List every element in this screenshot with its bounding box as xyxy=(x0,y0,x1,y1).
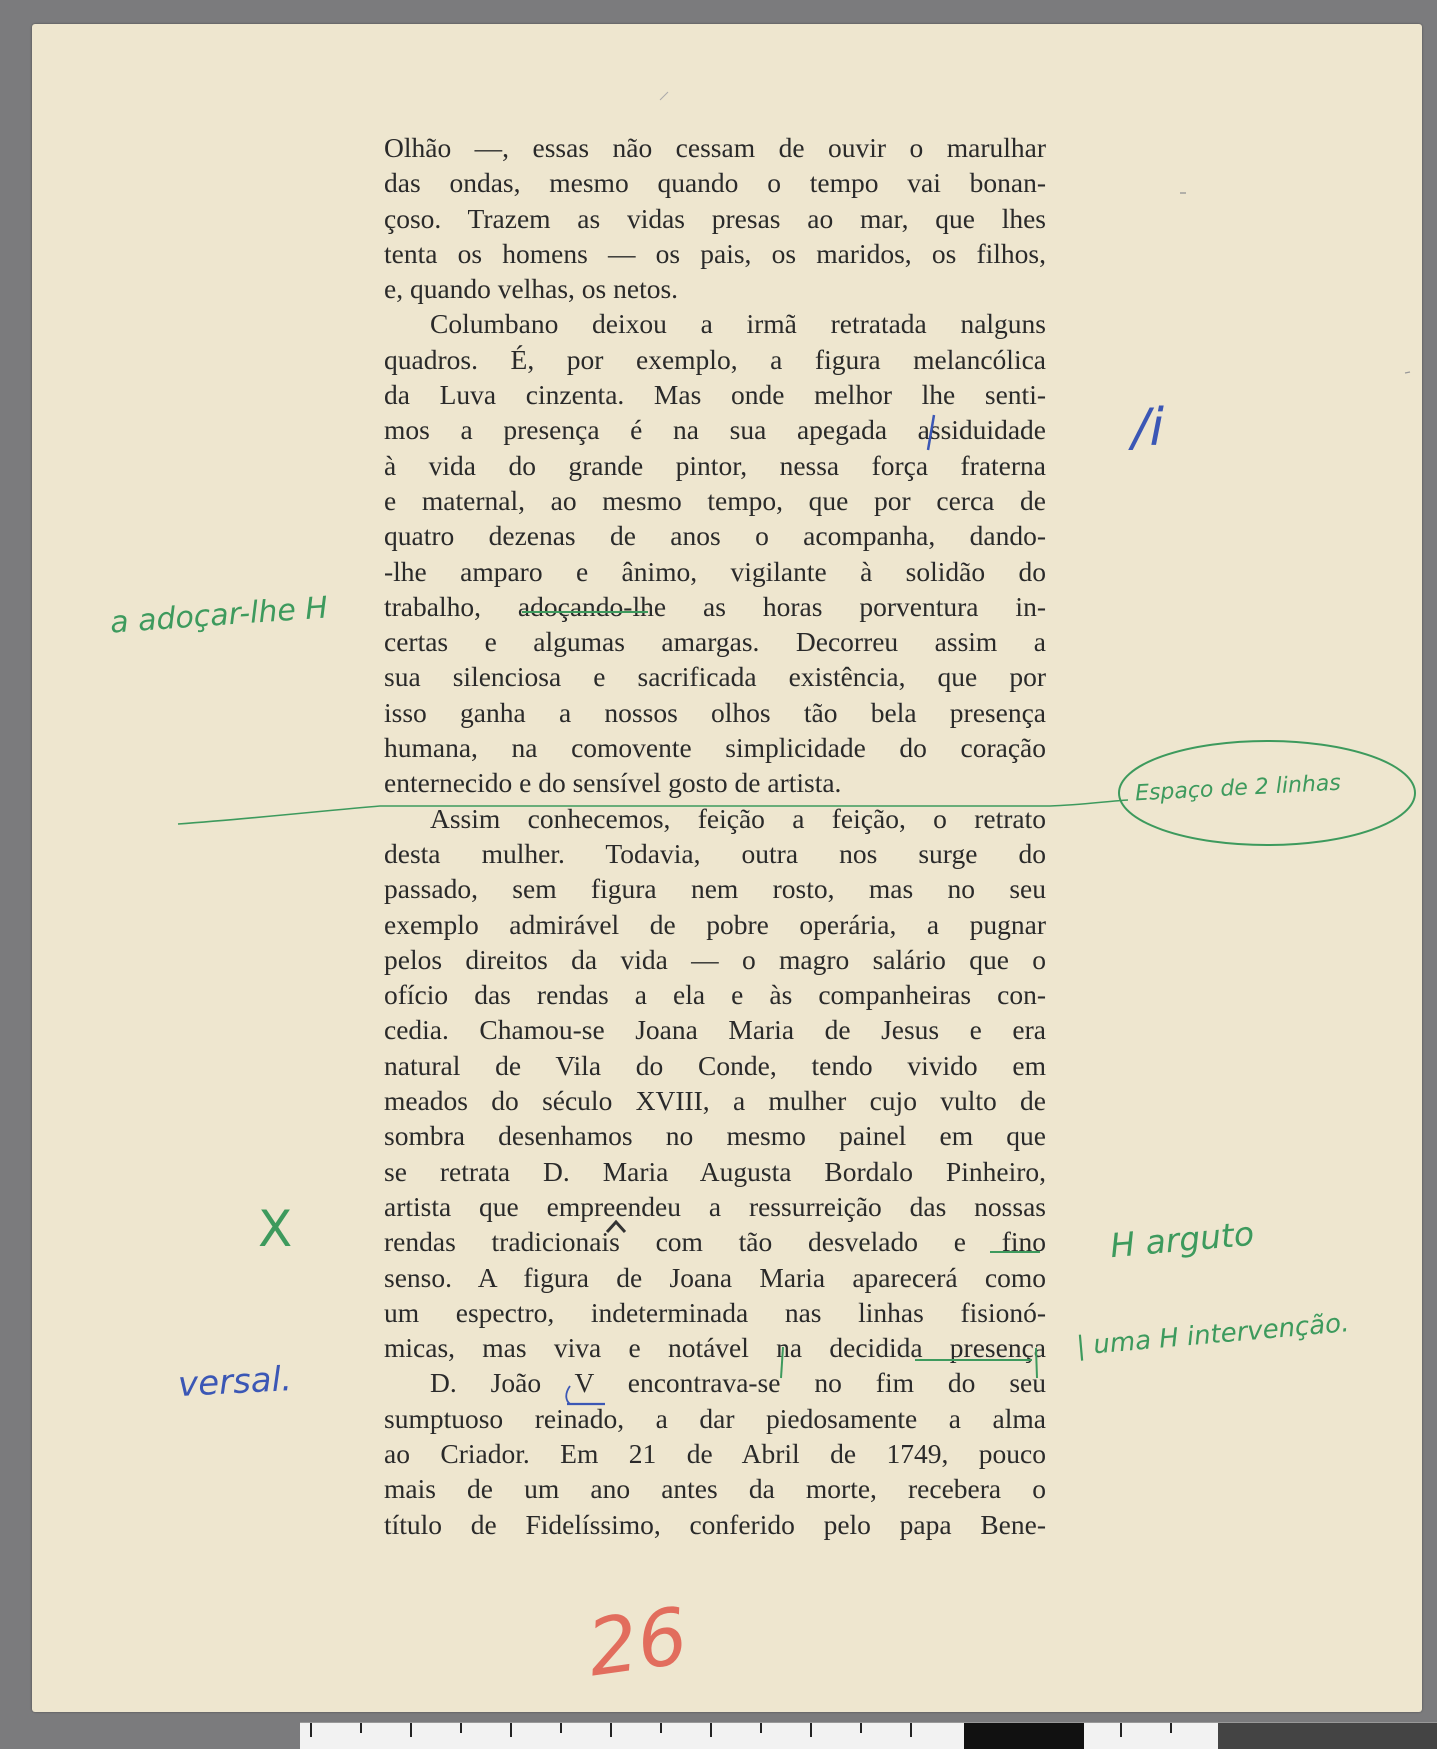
scan-scale-bar xyxy=(300,1722,1437,1749)
margin-note-adocar: a adoçar-lhe H xyxy=(109,590,329,641)
text-line: da Luva cinzenta. Mas onde melhor lhe senti- xyxy=(384,379,1046,411)
scale-tick xyxy=(760,1723,762,1733)
scale-tick xyxy=(860,1723,862,1733)
text-line: isso ganha a nossos olhos tão bela presença xyxy=(384,696,1046,728)
scale-tick xyxy=(1170,1723,1172,1733)
text-line: çoso. Trazem as vidas presas ao mar, que lhes xyxy=(384,202,1046,234)
scale-tick xyxy=(1120,1723,1122,1737)
text-line: se retrata D. Maria Augusta Bordalo Pinheiro, xyxy=(384,1155,1046,1187)
text-line: título de Fidelíssimo, conferido pelo papa Bene- xyxy=(384,1508,1046,1540)
text-line: sombra desenhamos no mesmo painel em que xyxy=(384,1120,1046,1152)
scale-tick xyxy=(410,1723,412,1737)
margin-note-arguto: H arguto xyxy=(1108,1213,1256,1266)
scale-tick xyxy=(610,1723,612,1737)
page-number: 26 xyxy=(582,1591,694,1695)
text-line: das ondas, mesmo quando o tempo vai bonan- xyxy=(384,167,1046,199)
text-line: mais de um ano antes da morte, recebera o xyxy=(384,1473,1046,1505)
text-line: natural de Vila do Conde, tendo vivido em xyxy=(384,1049,1046,1081)
text-line: e maternal, ao mesmo tempo, que por cerca de xyxy=(384,484,1046,516)
scale-block xyxy=(964,1723,1084,1749)
text-line: trabalho, adoçando-lhe as horas porventura in- xyxy=(384,590,1046,622)
scale-tick xyxy=(660,1723,662,1733)
margin-note-versal: versal. xyxy=(177,1359,293,1405)
scale-block xyxy=(1218,1723,1437,1749)
scale-tick xyxy=(910,1723,912,1737)
scale-tick xyxy=(360,1723,362,1733)
body-text xyxy=(384,130,1046,1542)
text-line: -lhe amparo e ânimo, vigilante à solidão do xyxy=(384,555,1046,587)
text-line: quatro dezenas de anos o acompanha, dando- xyxy=(384,520,1046,552)
text-line: à vida do grande pintor, nessa força fraterna xyxy=(384,449,1046,481)
text-line: rendas tradicionais com tão desvelado e fino xyxy=(384,1226,1046,1258)
scale-tick xyxy=(710,1723,712,1737)
text-line: quadros. É, por exemplo, a figura melancólica xyxy=(384,343,1046,375)
margin-note-espaco: Espaço de 2 linhas xyxy=(1134,770,1342,807)
text-line: ao Criador. Em 21 de Abril de 1749, pouco xyxy=(384,1437,1046,1469)
margin-note-intervencao: | uma H intervenção. xyxy=(1075,1308,1351,1362)
scale-tick xyxy=(510,1723,512,1737)
text-line: desta mulher. Todavia, outra nos surge do xyxy=(384,837,1046,869)
text-line: ofício das rendas a ela e às companheiras con- xyxy=(384,979,1046,1011)
text-line: micas, mas viva e notável na decidida presença xyxy=(384,1332,1046,1364)
text-line: Assim conhecemos, feição a feição, o retrato xyxy=(430,802,1046,834)
text-line: passado, sem figura nem rosto, mas no seu xyxy=(384,873,1046,905)
text-line: certas e algumas amargas. Decorreu assim a xyxy=(384,626,1046,658)
margin-note-x: X xyxy=(258,1200,293,1258)
text-line: meados do século XVIII, a mulher cujo vulto de xyxy=(384,1085,1046,1117)
scale-tick xyxy=(560,1723,562,1733)
scale-tick xyxy=(460,1723,462,1733)
text-line: exemplo admirável de pobre operária, a pugnar xyxy=(384,908,1046,940)
text-line: enternecido e do sensível gosto de artista. xyxy=(384,767,842,799)
text-line: cedia. Chamou-se Joana Maria de Jesus e era xyxy=(384,1014,1046,1046)
text-line: D. João V encontrava-se no fim do seu xyxy=(430,1367,1046,1399)
scale-tick xyxy=(810,1723,812,1737)
margin-note-li: /i xyxy=(1132,398,1164,458)
text-line: sumptuoso reinado, a dar piedosamente a alma xyxy=(384,1402,1046,1434)
scale-tick xyxy=(310,1723,312,1737)
text-line: humana, na comovente simplicidade do coração xyxy=(384,732,1046,764)
text-line: e, quando velhas, os netos. xyxy=(384,273,679,305)
text-line: sua silenciosa e sacrificada existência, que por xyxy=(384,661,1046,693)
text-line: artista que empreendeu a ressurreição das nossas xyxy=(384,1190,1046,1222)
text-line: senso. A figura de Joana Maria aparecerá como xyxy=(384,1261,1046,1293)
text-line: Olhão —, essas não cessam de ouvir o marulhar xyxy=(384,132,1046,163)
text-line: Columbano deixou a irmã retratada nalguns xyxy=(430,308,1046,340)
text-line: pelos direitos da vida — o magro salário que o xyxy=(384,943,1046,975)
text-line: tenta os homens — os pais, os maridos, os filhos, xyxy=(384,237,1046,269)
text-line: um espectro, indeterminada nas linhas fisionó- xyxy=(384,1296,1046,1328)
text-line: mos a presença é na sua apegada assiduidade xyxy=(384,414,1046,446)
